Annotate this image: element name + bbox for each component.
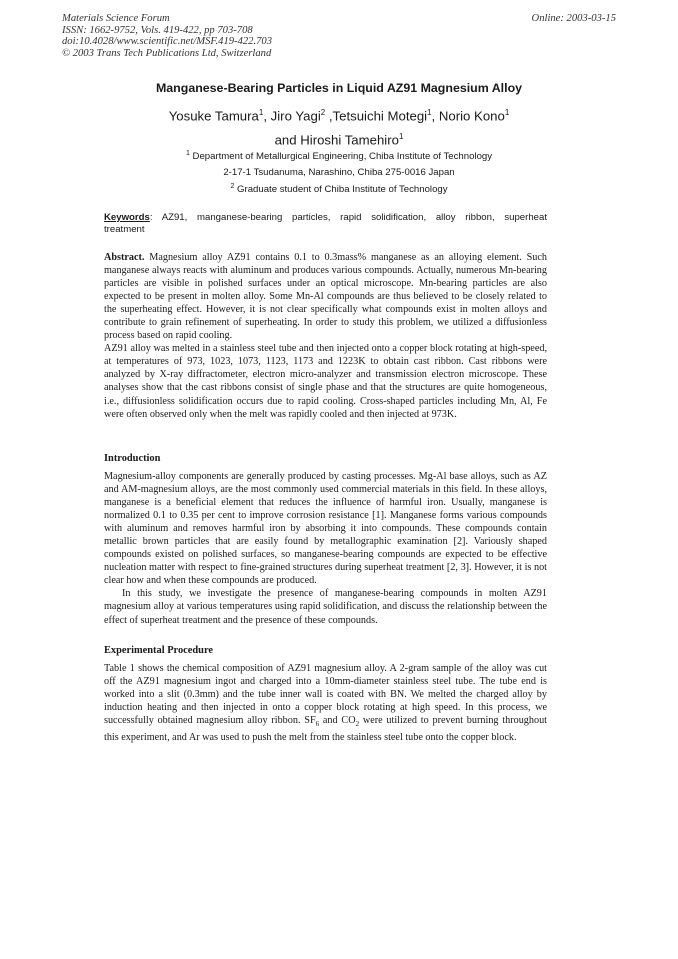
experimental-section	[104, 662, 547, 744]
affiliation-1	[0, 150, 678, 162]
keywords-block	[104, 212, 547, 235]
abstract-text: Magnesium alloy AZ91 contains 0.1 to 0.3mass% manganese as an alloying element. Such manganese always reacts with aluminum and produces various compounds. Actually, numerous Mn-bearing particles are visible in polished surfaces under an optical microscope. Mn-bearing particles are also expected to be present in molten alloy. Some Mn-Al compounds are thus believed to be closely related to the superheating effect. However, it is not clear specifically what compounds exist in molten alloys and contribute to grain refinement of superheating. In order to study this problem, we utilized a diffusionless process based on rapid cooling.	[104, 252, 547, 342]
abstract-section	[104, 251, 547, 421]
keywords-label: Keywords	[104, 212, 150, 223]
subscript: 6	[315, 720, 320, 729]
experimental-paragraph-1	[104, 662, 547, 744]
paper-title: Manganese-Bearing Particles in Liquid AZ91 Magnesium Alloy	[155, 81, 523, 95]
issn-line: ISSN: 1662-9752, Vols. 419-422, pp 703-708	[62, 24, 253, 36]
author-superscript: 1	[398, 132, 404, 142]
author-superscript: 1	[504, 108, 510, 117]
author-line-2	[0, 126, 678, 150]
author-name: , Norio Kono	[431, 108, 505, 124]
doi-line: doi:10.4028/www.scientific.net/MSF.419-422.703	[62, 36, 272, 48]
introduction-section	[104, 470, 547, 627]
author-superscript: 1	[427, 108, 432, 117]
experimental-text: were utilized to prevent burning throughout this experiment, and Ar was used to push the melt from the stainless steel tube onto the copper block.	[104, 715, 547, 744]
experimental-text: and CO	[319, 715, 356, 727]
author-superscript: 1	[258, 108, 264, 117]
author-name: Yosuke Tamura	[168, 108, 259, 124]
author-name: and Hiroshi Tamehiro	[274, 132, 399, 148]
affiliation-address: 2-17-1 Tsudanuma, Narashino, Chiba 275-0016 Japan	[223, 167, 455, 178]
author-superscript: 2	[320, 108, 326, 117]
affiliation-2	[0, 183, 678, 195]
abstract-paragraph-1	[104, 251, 547, 342]
affiliation-text: Department of Metallurgical Engineering, Chiba Institute of Technology	[189, 151, 493, 163]
journal-name: Materials Science Forum	[62, 13, 170, 24]
author-name: , Jiro Yagi	[263, 108, 321, 124]
author-name: ,Tetsuichi Motegi	[325, 108, 428, 124]
affiliation-superscript: 1	[185, 150, 190, 157]
online-date: Online: 2003-03-15	[531, 13, 616, 24]
author-line-1	[0, 102, 678, 126]
affiliation-text: Graduate student of Chiba Institute of Technology	[234, 184, 448, 196]
author-list	[0, 102, 678, 151]
introduction-paragraph-2: In this study, we investigate the presence of manganese-bearing compounds in molten AZ91 magnesium alloy at various temperatures using rapid solidification, and discuss the relationship between the effect of superheat treatment and the presence of these compounds.	[104, 588, 547, 626]
journal-header	[62, 13, 272, 59]
keywords-text: : AZ91, manganese-bearing particles, rapid solidification, alloy ribbon, superheat treatment	[104, 212, 547, 235]
introduction-heading: Introduction	[104, 453, 161, 464]
subscript: 2	[355, 720, 360, 729]
experimental-text: Table 1 shows the chemical composition of AZ91 magnesium alloy. A 2-gram sample of the alloy was cut off the AZ91 magnesium ingot and charged into a 10mm-diameter stainless steel tube. The tube end is worked into a slit (0.3mm) and the tube inner wall is coated with BN. We melted the charged alloy by induction heating and then injected in onto a copper block rotating at high speed. In this process, we successfully obtained magnesium alloy ribbon. SF	[104, 663, 547, 727]
copyright-line: © 2003 Trans Tech Publications Ltd, Switzerland	[62, 47, 272, 59]
introduction-paragraph-1: Magnesium-alloy components are generally produced by casting processes. Mg-Al base alloys, such as AZ and AM-magnesium alloys, are the most commonly used commercial materials in this field. In these alloys, manganese is a beneficial element that reduces the influence of harmful iron. Usually, manganese is normalized 0.1 to 0.35 per cent to improve corrosion resistance [1]. Manganese forms various compounds with aluminum and removes harmful iron by absorbing it into compounds. These compounds contain metallic brown particles that are easily found by metallographic examination [2]. Variously shaped compounds existed on polished surfaces, so manganese-bearing compounds are expected to be effective nucleation matter with respect to fine-grained structures during superheat treatment [2, 3]. However, it is not clear how and when these compounds are produced.	[104, 471, 547, 587]
abstract-paragraph-2: AZ91 alloy was melted in a stainless steel tube and then injected onto a copper block rotating at high-speed, at temperatures of 973, 1023, 1073, 1123, 1173 and 1223K to obtain cast ribbon. Cast ribbons were analyzed by X-ray diffractometer, electron micro-analyzer and transmission electron microscope. These analyses show that the cast ribbons consist of single phase and that the structures are quite homogeneous, i.e., diffusionless solidification occurs due to rapid cooling. Cross-shaped particles including Mn, Al, Fe were often observed only when the melt was rapidly cooled and then injected at 973K.	[104, 343, 547, 420]
affiliation-superscript: 2	[230, 183, 235, 190]
abstract-label: Abstract.	[104, 252, 145, 263]
experimental-heading: Experimental Procedure	[104, 645, 213, 656]
